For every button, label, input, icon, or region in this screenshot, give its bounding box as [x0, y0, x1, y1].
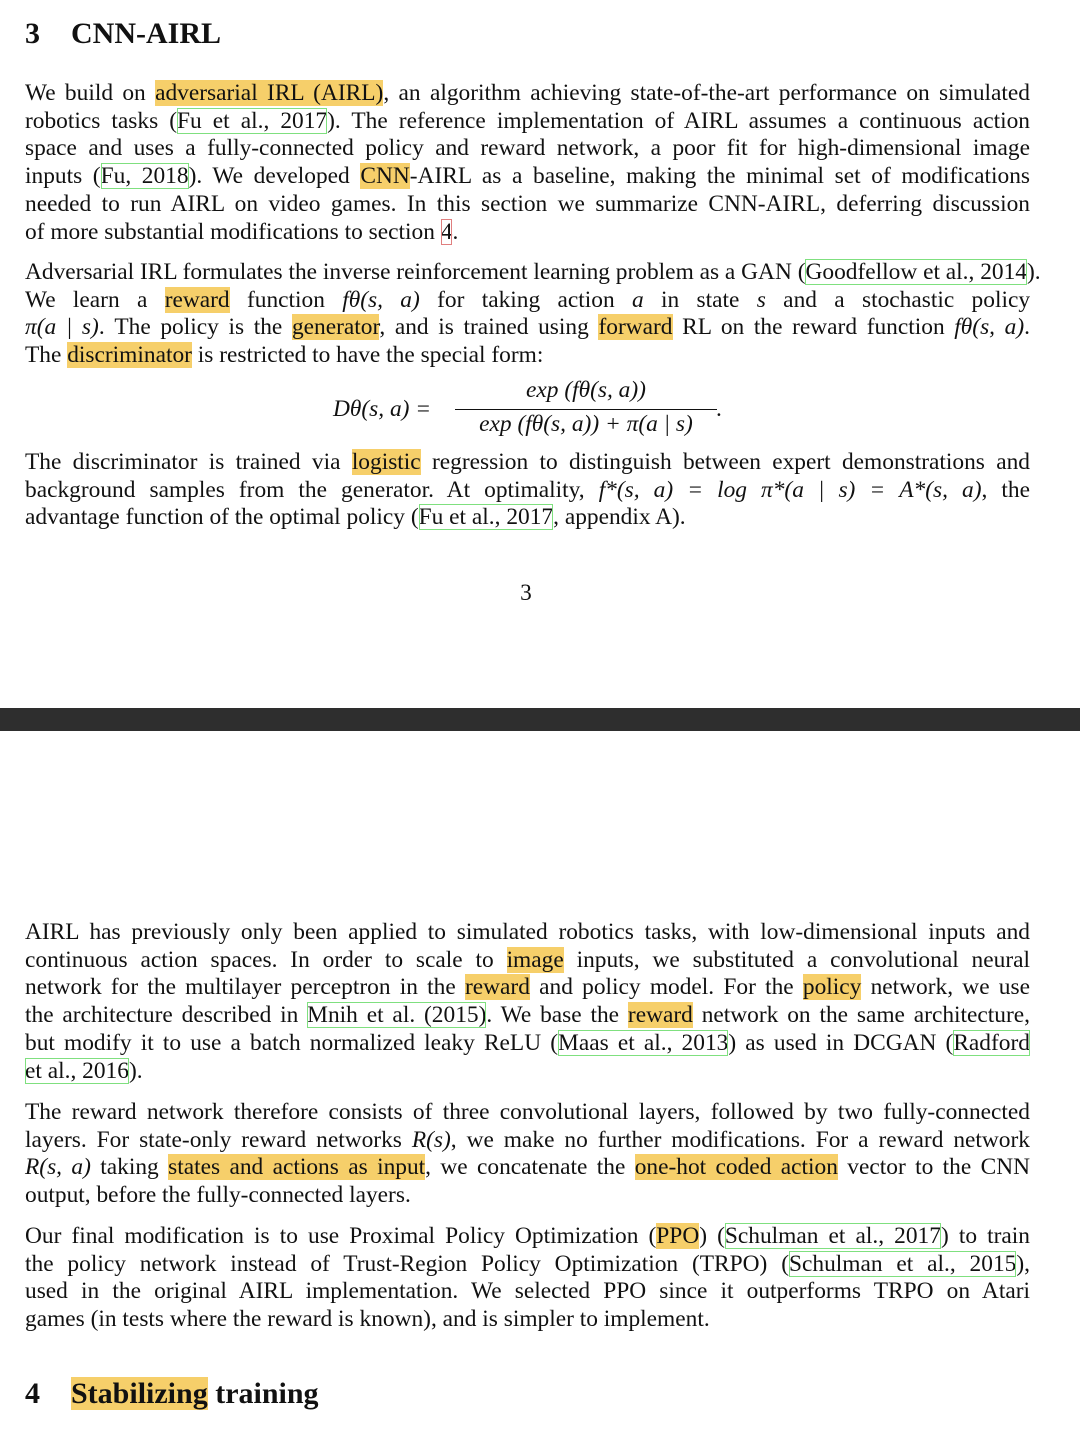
text-line	[25, 259, 1041, 287]
text-segment: output, before the fully-connected layers.	[25, 1182, 411, 1209]
page-separator	[0, 708, 1080, 731]
section-4-heading	[25, 1376, 319, 1412]
text-segment: RL on the reward function	[672, 314, 955, 341]
highlighted-text: image	[506, 946, 564, 973]
inline-math: fθ(s, a)	[342, 286, 420, 313]
highlighted-text: one-hot coded action	[634, 1154, 838, 1181]
citation-link[interactable]: Fu, 2018	[100, 163, 189, 190]
text-segment: ) as used in DCGAN (	[728, 1029, 954, 1056]
page-top	[0, 0, 1080, 708]
citation-link[interactable]: Schulman et al., 2015	[788, 1250, 1017, 1277]
text-segment: , and is trained using	[379, 314, 599, 341]
text-segment: , we concatenate the	[425, 1154, 635, 1181]
highlighted-text: adversarial IRL (AIRL)	[155, 80, 384, 106]
section-reference-link[interactable]: 4	[440, 218, 453, 245]
text-line	[25, 449, 1030, 477]
text-line	[25, 1030, 1030, 1058]
text-segment: of more substantial modifications to section	[25, 218, 441, 245]
highlighted-text: reward	[627, 1002, 693, 1029]
text-segment: . The policy is the	[98, 314, 292, 341]
inline-math: f*(s, a) = log π*(a | s) = A*(s, a)	[598, 476, 982, 503]
section-3-title: CNN-AIRL	[71, 17, 221, 50]
text-line	[25, 1127, 1030, 1155]
text-segment: but modify it to use a batch normalized leaky ReLU (	[25, 1029, 559, 1056]
text-line	[25, 1154, 1030, 1182]
text-line	[25, 1223, 1030, 1251]
section-3-heading	[25, 16, 221, 52]
text-segment: ) to train	[940, 1223, 1030, 1249]
highlighted-text: CNN	[360, 163, 410, 190]
text-segment: ) (	[699, 1223, 725, 1249]
text-segment: The reward network therefore consists of three convolutional layers, followed by two fully-connected	[25, 1099, 1030, 1125]
text-segment: needed to run AIRL on video games. In this section we summarize CNN-AIRL, deferring discussion	[25, 190, 1030, 217]
text-line	[25, 1278, 1030, 1306]
section-4-title-highlight: Stabilizing	[71, 1377, 208, 1410]
text-segment: network on the same architecture,	[692, 1002, 1030, 1029]
inline-math: R(s, a)	[25, 1154, 91, 1181]
text-segment: used in the original AIRL implementation. We selected PPO since it outperforms TRPO on Atari	[25, 1278, 1030, 1305]
text-line	[25, 219, 1030, 247]
text-segment: ). We developed	[188, 163, 361, 190]
text-segment: advantage function of the optimal policy (	[25, 504, 419, 531]
equation-denominator: exp (fθ(s, a)) + π(a | s)	[479, 411, 693, 437]
text-line	[25, 947, 1030, 975]
text-segment: Adversarial IRL formulates the inverse reinforcement learning problem as a GAN (	[25, 259, 806, 285]
text-line	[25, 135, 1030, 163]
section-3-number: 3	[25, 17, 40, 50]
text-segment: vector to the CNN	[837, 1154, 1030, 1181]
inline-math: π(a | s)	[25, 314, 99, 341]
citation-link[interactable]: et al., 2016	[25, 1057, 129, 1084]
section-4-title-rest: training	[207, 1377, 319, 1410]
text-segment: is restricted to have the special form:	[191, 342, 544, 369]
text-segment: the policy network instead of Trust-Region Policy Optimization (TRPO) (	[25, 1250, 789, 1277]
highlighted-text: logistic	[351, 449, 421, 475]
citation-link[interactable]: Goodfellow et al., 2014	[805, 259, 1027, 285]
citation-link[interactable]: Maas et al., 2013	[558, 1029, 729, 1056]
equation-lhs: Dθ(s, a) =	[333, 396, 432, 422]
text-segment: and policy model. For the	[529, 974, 803, 1001]
citation-link[interactable]: Mnih et al. (2015)	[307, 1002, 487, 1029]
citation-link[interactable]: Schulman et al., 2017	[724, 1223, 941, 1249]
highlighted-text: reward	[164, 286, 230, 313]
text-line	[25, 919, 1030, 947]
text-segment: space and uses a fully-connected policy and reward network, a poor fit for high-dimensional image	[25, 135, 1030, 162]
text-segment: regression to distinguish between expert demonstrations and	[420, 449, 1030, 475]
text-segment: continuous action spaces. In order to scale to	[25, 946, 507, 973]
text-line	[25, 1251, 1030, 1279]
text-line	[25, 1058, 1030, 1086]
citation-link[interactable]: Fu et al., 2017	[177, 107, 328, 134]
highlighted-text: states and actions as input	[168, 1154, 426, 1181]
text-segment: ).	[1027, 259, 1041, 285]
text-segment: inputs, we substituted a convolutional neural	[563, 946, 1030, 973]
text-segment: for taking action	[419, 286, 632, 313]
text-segment: background samples from the generator. At optimality,	[25, 476, 599, 503]
paragraph-cnn-modifications	[25, 919, 1030, 1085]
inline-math: a	[632, 286, 644, 313]
highlighted-text: PPO	[656, 1223, 700, 1249]
text-line	[25, 1002, 1030, 1030]
page-bottom	[0, 731, 1080, 1429]
text-line	[25, 163, 1030, 191]
citation-link[interactable]: Fu et al., 2017	[418, 504, 554, 531]
text-segment: ),	[1016, 1250, 1030, 1277]
text-segment: inputs (	[25, 163, 101, 190]
text-segment: games (in tests where the reward is known), and is simpler to implement.	[25, 1306, 710, 1333]
text-line	[25, 108, 1030, 136]
text-segment: .	[452, 218, 459, 245]
text-line	[25, 1182, 1030, 1210]
text-segment: layers. For state-only reward networks	[25, 1126, 412, 1153]
highlighted-text: reward	[464, 974, 530, 1001]
page-number: 3	[520, 580, 532, 606]
text-line	[25, 504, 1030, 532]
paragraph-airl-intro	[25, 80, 1030, 246]
text-line	[25, 477, 1030, 505]
text-segment: , appendix A).	[553, 504, 686, 531]
paragraph-discriminator-training	[25, 449, 1030, 532]
text-line	[25, 1099, 1030, 1127]
text-line	[25, 287, 1030, 315]
inline-math: s	[756, 286, 766, 313]
text-line	[25, 314, 1030, 342]
text-segment: The discriminator is trained via	[25, 449, 352, 475]
section-4-number: 4	[25, 1377, 40, 1410]
text-segment: , the	[981, 476, 1030, 503]
inline-math: fθ(s, a)	[954, 314, 1025, 341]
text-segment: network, we use	[861, 974, 1030, 1001]
text-segment: robotics tasks (	[25, 107, 178, 134]
text-segment: function	[229, 286, 343, 313]
text-segment: in state	[643, 286, 757, 313]
text-line	[25, 342, 1030, 370]
text-segment: and a stochastic policy	[765, 286, 1031, 313]
text-segment: .	[1024, 314, 1031, 341]
text-segment: network for the multilayer perceptron in the	[25, 974, 465, 1001]
paragraph-ppo	[25, 1223, 1030, 1334]
text-segment: , we make no further modifications. For a reward network	[450, 1126, 1030, 1153]
text-segment: The	[25, 342, 68, 369]
highlighted-text: discriminator	[67, 342, 192, 369]
equation-end: .	[716, 396, 722, 422]
text-line	[25, 974, 1030, 1002]
highlighted-text: generator	[291, 314, 380, 341]
paragraph-reward-network	[25, 1099, 1030, 1210]
text-segment: the architecture described in	[25, 1002, 308, 1029]
text-segment: . We base the	[486, 1002, 628, 1029]
text-segment: , an algorithm achieving state-of-the-art performance on simulated	[383, 80, 1030, 106]
text-segment: We build on	[25, 80, 156, 106]
paragraph-airl-formulation	[25, 259, 1041, 370]
discriminator-equation	[0, 374, 1080, 440]
text-segment: ). The reference implementation of AIRL assumes a continuous action	[327, 107, 1030, 134]
highlighted-text: forward	[598, 314, 673, 341]
inline-math: R(s)	[411, 1126, 451, 1153]
highlighted-text: policy	[802, 974, 862, 1001]
citation-link[interactable]: Radford	[953, 1029, 1030, 1056]
text-segment: taking	[90, 1154, 169, 1181]
text-segment: We learn a	[25, 286, 165, 313]
equation-numerator: exp (fθ(s, a))	[526, 377, 646, 403]
text-segment: Our final modification is to use Proximal Policy Optimization (	[25, 1223, 657, 1249]
text-line	[25, 1306, 1030, 1334]
text-segment: AIRL has previously only been applied to simulated robotics tasks, with low-dimensional inputs and	[25, 919, 1030, 945]
text-line	[25, 191, 1030, 219]
text-line	[25, 80, 1030, 108]
text-segment: ).	[128, 1057, 143, 1084]
text-segment: -AIRL as a baseline, making the minimal set of modifications	[409, 163, 1031, 190]
